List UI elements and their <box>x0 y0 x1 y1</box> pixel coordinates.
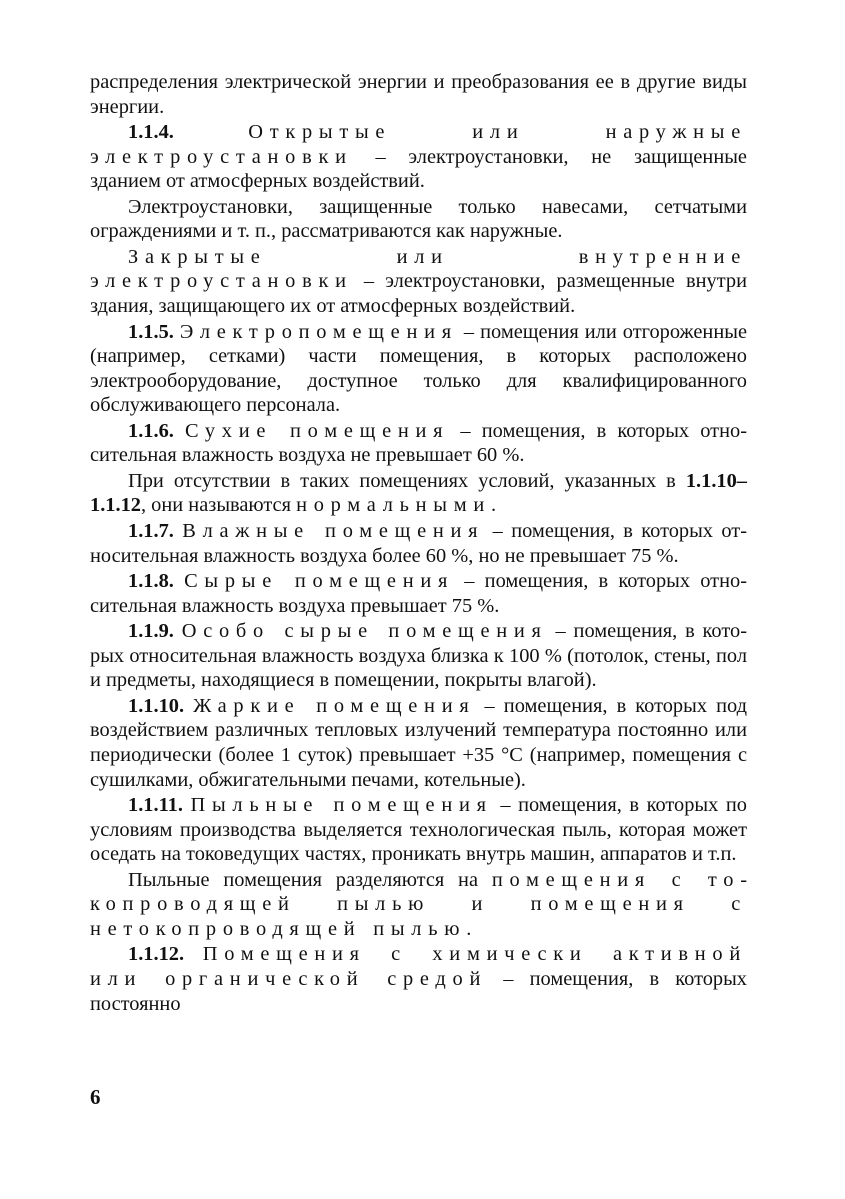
section-number: 1.1.10. <box>128 694 185 717</box>
paragraph-text: – помещения, в которых по условиям производства выделяется технологическая пыль, которая может оседать на токоведущих частях, проникать внутрь машин, аппаратов и т.п. <box>90 794 747 866</box>
paragraph-text <box>174 121 248 143</box>
paragraph <box>90 694 747 792</box>
section-number: 1.1.10–1.1.12 <box>90 469 747 517</box>
document-page <box>90 70 747 1017</box>
section-number: 1.1.8. <box>128 570 174 592</box>
paragraph-text: – помещения, в которых относительная влажность воздуха не превышает 60 %. <box>90 419 747 467</box>
paragraph-text: Электроустановки, защищенные только навесами, сетчатыми ограждениями и т. п., рассматриваются как наружные. <box>90 195 747 243</box>
page-number: 6 <box>90 1085 101 1109</box>
section-number: 1.1.7. <box>128 519 174 542</box>
paragraph <box>90 419 747 468</box>
paragraph <box>90 942 747 1016</box>
section-number: 1.1.9. <box>128 620 174 643</box>
section-number: 1.1.4. <box>128 121 174 144</box>
term-emphasis: Электропомещения <box>179 320 458 343</box>
paragraph <box>90 569 747 618</box>
section-number: 1.1.11. <box>128 794 183 817</box>
term-emphasis: Сухие помещения <box>185 419 450 442</box>
paragraph-text: – помещения, в которых относительная влажность воздуха близка к 100 % (потолок, стены, пол и предметы, находящиеся в помещении, покрыты влагой). <box>90 620 747 692</box>
term-emphasis: Сырые помещения <box>184 570 455 592</box>
section-number: 1.1.6. <box>128 419 174 442</box>
paragraph-text <box>184 695 193 717</box>
paragraph-text <box>174 570 184 592</box>
paragraph-text <box>183 794 191 816</box>
term-emphasis: Особо сырые помещения <box>181 620 548 643</box>
term-emphasis: Влажные помещения <box>182 519 485 542</box>
paragraph-text: – помещения, в которых относительная влажность воздуха более 60 %, но не превышает 75 %. <box>90 519 747 567</box>
term-emphasis: нормальными <box>296 494 492 517</box>
paragraph-text <box>184 943 203 965</box>
paragraph-text: . <box>491 494 497 517</box>
paragraph <box>90 868 747 942</box>
paragraph <box>90 245 747 319</box>
paragraph-text: – помещения, в которых относительная влажность воздуха превышает 75 %. <box>90 570 747 617</box>
term-emphasis: помещения с токопроводящей пылью и помещения с нетокопроводящей пылью <box>90 868 747 940</box>
term-emphasis: Открытые или наружные электроустановки <box>90 121 747 168</box>
paragraph-text: – помещения или отгороженные (например, сетками) части помещения, в которых расположено электрооборудование, доступное только для квалифицированного обслуживающего персонала. <box>90 320 747 417</box>
paragraph <box>90 320 747 418</box>
paragraph-text: . <box>466 917 472 940</box>
paragraph <box>90 793 747 867</box>
paragraph-text: распределения электрической энергии и преобразования ее в другие виды энергии. <box>90 71 747 118</box>
paragraph <box>90 120 747 194</box>
document-body <box>90 70 747 1016</box>
paragraph-text <box>174 520 182 542</box>
paragraph-text: – помещения, в которых постоянно <box>90 967 747 1015</box>
paragraph <box>90 195 747 244</box>
paragraph <box>90 619 747 693</box>
section-number: 1.1.12. <box>128 943 185 966</box>
term-emphasis: Помещения с химически активной или органической средой <box>90 943 747 990</box>
term-emphasis: Пыльные помещения <box>190 794 493 817</box>
paragraph-text: – электроустановки, не защищенные зданием от атмосферных воздействий. <box>90 145 747 193</box>
paragraph <box>90 70 747 119</box>
paragraph-text: , они называются <box>140 494 297 517</box>
paragraph-text: – электроустановки, размещенные внутри здания, защищающего их от атмосферных воздействий. <box>90 270 747 318</box>
term-emphasis: Закрытые или внутренние электроустановки <box>90 245 747 293</box>
paragraph-text: – помещения, в которых под воздействием различных тепловых излучений температура постоянно или периодически (более 1 суток) превышает +35 °С (например, помещения с сушилками, обжигательными печами, котельные). <box>90 694 747 791</box>
term-emphasis: Жаркие помещения <box>193 694 476 717</box>
paragraph <box>90 469 747 518</box>
paragraph-text: Пыльные помещения разделяются на <box>128 868 492 891</box>
paragraph <box>90 519 747 568</box>
paragraph-text: При отсутствии в таких помещениях условий, указанных в <box>128 469 686 492</box>
section-number: 1.1.5. <box>128 320 174 343</box>
paragraph-text <box>174 620 182 642</box>
paragraph-text <box>174 420 185 442</box>
